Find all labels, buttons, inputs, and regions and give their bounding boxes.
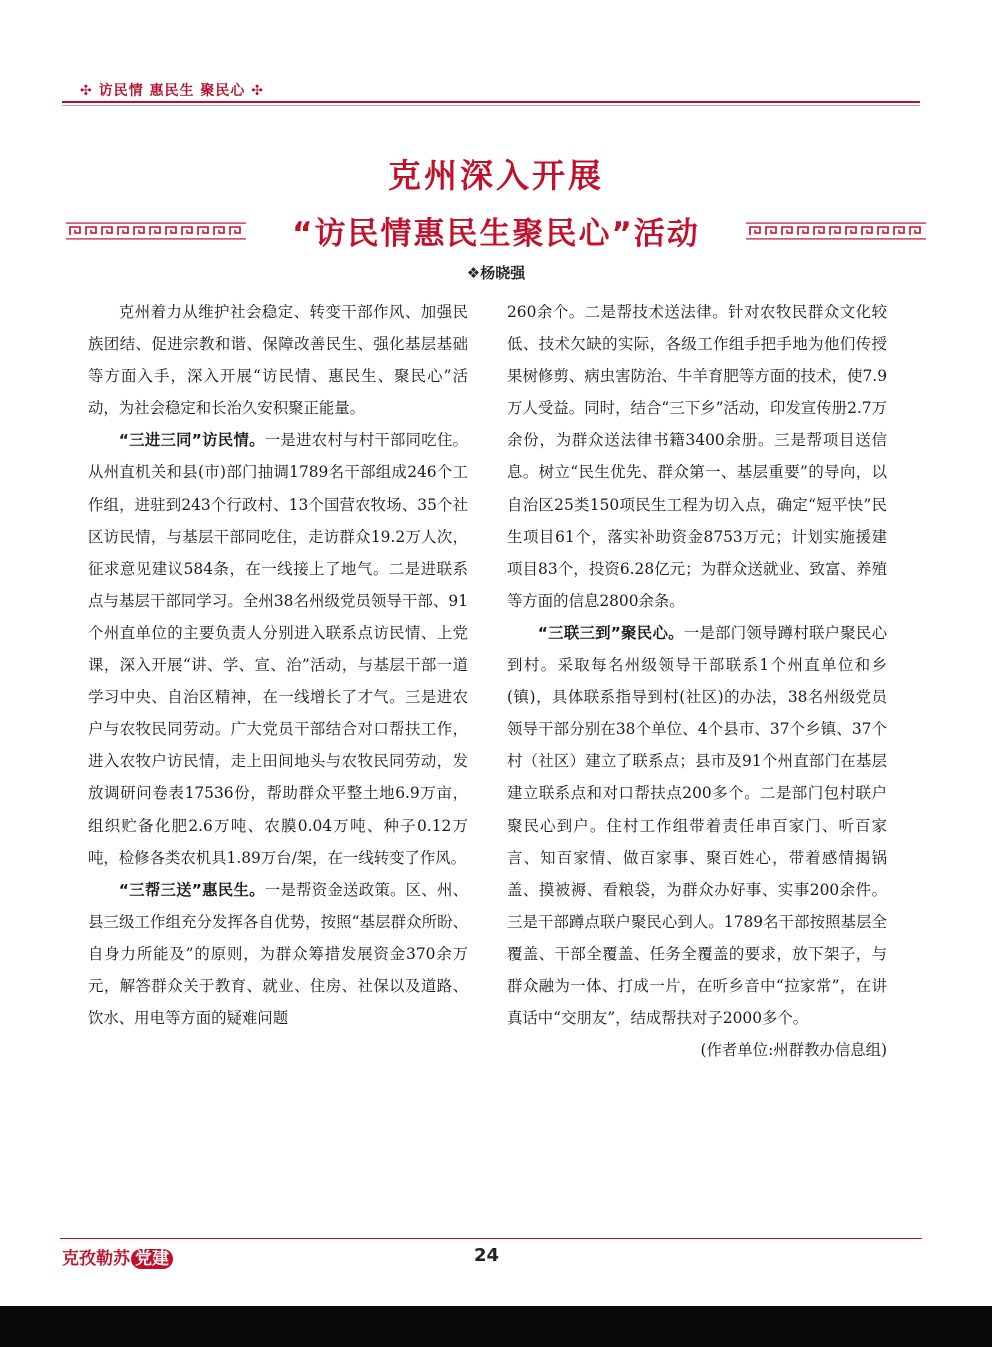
page-number: 24 xyxy=(474,1245,500,1266)
article-title-line1: 克州深入开展 xyxy=(388,156,604,195)
header-rule xyxy=(62,101,920,103)
running-header xyxy=(62,72,920,102)
meander-ornament-right xyxy=(746,222,926,240)
body-column-right xyxy=(507,296,887,1066)
header-rule-thin xyxy=(62,105,920,106)
paragraph-benefit: “三帮三送”惠民生。一是帮资金送政策。区、州、县三级工作组充分发挥各自优势，按照“基层群众所盼、自身力所能及”的原则，为群众筹措发展资金370余万元，解答群众关于教育、就业、住房、社保以及道路、饮水、用电等方面的疑难问题 xyxy=(88,880,468,1028)
footer-rule xyxy=(60,1238,922,1239)
author-byline: ❖杨晓强 xyxy=(466,264,526,282)
paragraph-lead: “三联三到”聚民心。 xyxy=(537,623,684,642)
paragraph-lead: “三帮三送”惠民生。 xyxy=(118,880,265,899)
paragraph-unite: “三联三到”聚民心。一是部门领导蹲村联户聚民心到村。采取每名州级领导干部联系1个州直单位和乡(镇)，具体联系指导到村(社区)的办法，38名州级党员领导干部分别在38个单位、4个县市、37个乡镇、37个村（社区）建立了联系点；县市及91个州直部门在基层建立联系点和对口帮扶点200多个。二是部门包村联户聚民心到户。住村工作组带着责任串百家门、听百家言、知百家情、做百家事、聚百姓心，带着感情揭锅盖、摸被褥、看粮袋，为群众办好事、实事200余件。三是干部蹲点联户聚民心到人。1789名干部按照基层全覆盖、干部全覆盖、任务全覆盖的要求，放下架子，与群众融为一体、打成一片，在听乡音中“拉家常”，在讲真话中“交朋友”，结成帮扶对子2000多个。 (作者单位:州群教办信息组) xyxy=(507,617,887,1066)
article-title-line2: “访民情惠民生聚民心”活动 xyxy=(292,216,700,252)
paragraph-visit: “三进三同”访民情。一是进农村与村干部同吃住。从州直机关和县(市)部门抽调1789名干部组成246个工作组，进驻到243个行政村、13个国营农牧场、35个社区访民情，与基层干部同吃住，走访群众19.2万人次，征求意见建议584条，在一线接上了地气。二是进联系点与基层干部同学习。全州38名州级党员领导干部、91个州直单位的主要负责人分别进入联系点访民情、上党课，深入开展“讲、学、宣、治”活动，与基层干部一道学习中央、自治区精神，在一线增长了才气。三是进农户与农牧民同劳动。广大党员干部结合对口帮扶工作，进入农牧户访民情，走上田间地头与农牧民同劳动，发放调研问卷表17536份，帮助群众平整土地6.9万亩，组织贮备化肥2.6万吨、农膜0.04万吨、种子0.12万吨，检修各类农机具1.89万台/架，在一线转变了作风。 xyxy=(88,431,468,867)
section-label: ✣ 访民情 惠民生 聚民心 ✣ xyxy=(80,83,264,99)
author-credit: (作者单位:州群教办信息组) xyxy=(700,1041,887,1060)
logo-highlight: 党建 xyxy=(131,1249,173,1269)
paragraph-intro: 克州着力从维护社会稳定、转变干部作风、加强民族团结、促进宗教和谐、保障改善民生、强化基层基础等方面入手，深入开展“访民情、惠民生、聚民心”活动，为社会稳定和长治久安积聚正能量。 xyxy=(88,303,468,418)
magazine-logo: 克孜勒苏 党建 xyxy=(62,1244,173,1268)
article-title-row xyxy=(66,208,926,254)
body-column-left xyxy=(88,296,468,1034)
paragraph-lead: “三进三同”访民情。 xyxy=(118,431,265,450)
scan-border-band xyxy=(0,1306,992,1347)
paragraph-benefit-cont: 260余个。二是帮技术送法律。针对农牧民群众文化较低、技术欠缺的实际，各级工作组手把手地为他们传授果树修剪、病虫害防治、牛羊育肥等方面的技术，使7.9万人受益。同时，结合“三下乡”活动，印发宣传册2.7万余份，为群众送法律书籍3400余册。三是帮项目送信息。树立“民生优先、群众第一、基层重要”的导向，以自治区25类150项民生工程为切入点，确定“短平快”民生项目61个，落实补助资金8753万元；计划实施援建项目83个，投资6.28亿元；为群众送就业、致富、养殖等方面的信息2800余条。 xyxy=(507,303,887,610)
